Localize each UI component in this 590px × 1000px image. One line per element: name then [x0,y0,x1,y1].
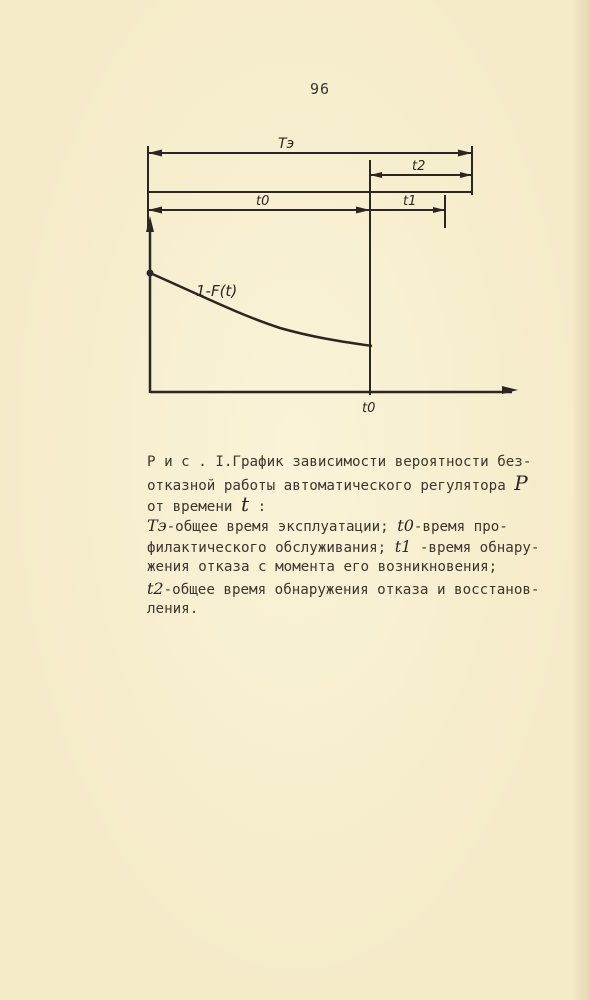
arrow-total-right [458,150,472,157]
caption-line-8: ления. [147,601,199,617]
arrow-total-left [148,150,162,157]
caption-line-5: филактического обслуживания; t1 -время обнару- [147,537,540,556]
label-total-time: Tэ [278,136,295,152]
caption-line-4: Tэ-общее время эксплуатации; t0-время про- [147,516,508,535]
figure-caption [147,452,567,620]
reliability-figure [0,0,590,430]
caption-line-7: t2-общее время обнаружения отказа и восстанов- [147,579,540,598]
arrow-t1-right [433,207,445,213]
arrow-t2-left [370,172,382,178]
symbol-P: P [514,471,528,495]
arrow-t0-right [356,207,370,214]
reliability-curve [150,273,372,346]
caption-line-3: от времени t : [147,492,267,516]
page-number: 96 [310,80,331,98]
arrow-t2-right [460,172,472,178]
label-t2: t2 [412,159,426,174]
caption-line-2: отказной работы автоматического регулятора P [147,471,528,495]
arrow-t0-left [148,207,162,214]
symbol-t0: t0 [397,516,414,535]
curve-label: 1-F(t) [196,282,238,300]
caption-line-6: жения отказа с момента его возникновения; [147,559,498,575]
caption-line-1: Р и с . I.График зависимости вероятности без- [147,454,532,470]
symbol-t2: t2 [147,579,164,598]
label-t1: t1 [403,194,417,209]
symbol-T-e: Tэ [147,516,167,535]
x-tick-label: t0 [362,401,376,416]
symbol-t1: t1 [394,537,412,556]
label-t0: t0 [256,194,270,209]
symbol-t: t [240,492,250,516]
